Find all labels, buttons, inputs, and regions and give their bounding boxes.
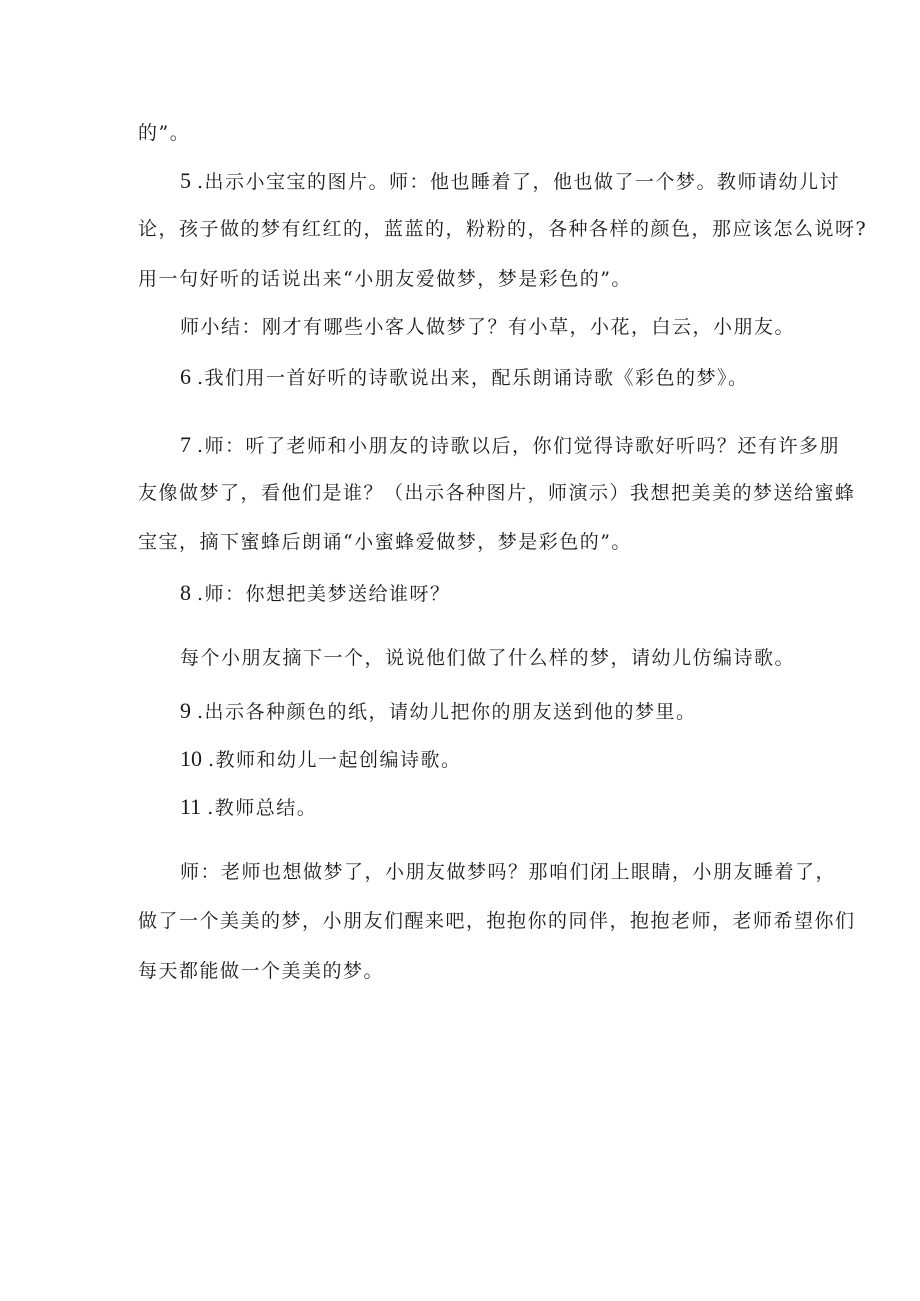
text-line [138,220,867,239]
numbered-step-10 [180,748,462,770]
line-text: .教师总结。 [207,797,318,819]
numbered-step-11 [180,796,317,818]
text-line [138,533,632,552]
line-text: .出示各种颜色的纸，请幼儿把你的朋友送到他的梦里。 [197,701,697,723]
line-text: 师小结：刚才有哪些小客人做梦了？有小草，小花，白云，小朋友。 [180,316,796,338]
text-line [138,484,856,503]
numbered-step-7 [180,434,840,456]
line-text: 用一句好听的话说出来“小朋友爱做梦，梦是彩色的”。 [138,268,632,290]
line-text: .出示小宝宝的图片。师：他也睡着了，他也做了一个梦。教师请幼儿讨 [197,171,841,193]
step-number: 6 [180,364,191,389]
line-text: .教师和幼儿一起创编诗歌。 [208,749,462,771]
line-text: 友像做梦了，看他们是谁？（出示各种图片，师演示）我想把美美的梦送给蜜蜂 [138,482,856,504]
text-line [138,270,632,289]
text-line [138,962,384,981]
line-text: 师：老师也想做梦了，小朋友做梦吗？那咱们闭上眼睛，小朋友睡着了， [180,861,837,883]
step-number: 11 [180,794,202,819]
step-number: 9 [180,698,191,723]
numbered-step-9 [180,700,697,722]
line-text: 论，孩子做的梦有红红的，蓝蓝的，粉粉的，各种各样的颜色，那应该怎么说呀? [138,218,868,240]
step-number: 7 [180,432,191,457]
line-text: .师：听了老师和小朋友的诗歌以后，你们觉得诗歌好听吗？还有许多朋 [197,435,841,457]
numbered-step-5 [180,170,840,192]
text-line [180,863,836,882]
line-text: 宝宝，摘下蜜蜂后朗诵“小蜜蜂爱做梦，梦是彩色的”。 [138,531,632,553]
text-line [138,124,190,143]
text-line [180,649,795,668]
numbered-step-6 [180,366,749,388]
line-text: .师：你想把美梦送给谁呀？ [197,583,451,605]
line-text: 做了一个美美的梦，小朋友们醒来吧，抱抱你的同伴，抱抱老师，老师希望你们 [138,910,856,932]
step-number: 8 [180,580,191,605]
line-text: 的”。 [138,122,191,144]
line-text: 每个小朋友摘下一个，说说他们做了什么样的梦，请幼儿仿编诗歌。 [180,647,796,669]
text-line [138,912,856,931]
line-text: .我们用一首好听的诗歌说出来，配乐朗诵诗歌《彩色的梦》。 [197,367,749,389]
step-number: 10 [180,746,202,771]
summary-line [180,318,795,337]
numbered-step-8 [180,582,451,604]
step-number: 5 [180,168,191,193]
line-text: 每天都能做一个美美的梦。 [138,960,385,982]
